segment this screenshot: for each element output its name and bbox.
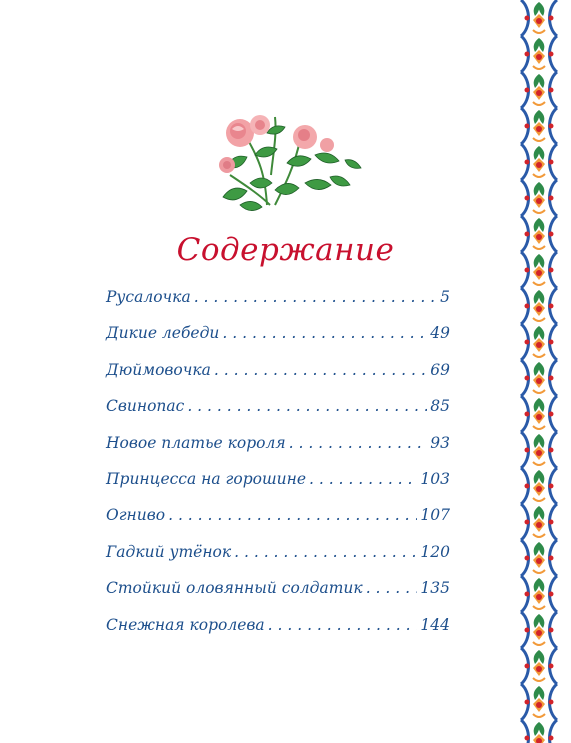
- toc-entry-page: 135: [420, 579, 450, 598]
- roses-illustration: [205, 105, 370, 220]
- toc-leader-dots: [194, 288, 437, 306]
- toc-entry-page: 93: [430, 433, 450, 452]
- toc-leader-dots: [289, 434, 428, 452]
- toc-leader-dots: [187, 397, 427, 415]
- toc-entry-page: 69: [430, 360, 450, 379]
- toc-entry[interactable]: [106, 470, 450, 506]
- toc-entry-title: Огниво: [106, 506, 166, 525]
- toc-entry-title: Дикие лебеди: [106, 324, 220, 343]
- toc-entry-title: Свинопас: [106, 397, 185, 416]
- toc-entry-title: Стойкий оловянный солдатик: [106, 579, 363, 598]
- toc-leader-dots: [234, 543, 417, 561]
- toc-entry[interactable]: [106, 543, 450, 579]
- toc-leader-dots: [309, 470, 417, 488]
- toc-entry-page: 5: [440, 288, 450, 306]
- toc-entry-title: Гадкий утёнок: [106, 542, 232, 561]
- toc-entry-title: Новое платье короля: [106, 433, 286, 452]
- toc-entry-page: 120: [420, 542, 450, 561]
- toc-entry[interactable]: [106, 616, 450, 652]
- toc-entry-page: 49: [430, 324, 450, 343]
- toc-entry-page: 103: [420, 469, 450, 488]
- toc-entry-page: 85: [430, 397, 450, 416]
- toc-entry[interactable]: [106, 324, 450, 360]
- toc-entry-page: 107: [420, 506, 450, 525]
- toc-entry-title: Снежная королева: [106, 615, 265, 634]
- toc-entry[interactable]: [106, 506, 450, 542]
- toc-entry-page: 144: [420, 615, 450, 634]
- toc-entry[interactable]: [106, 361, 450, 397]
- toc-leader-dots: [214, 361, 427, 379]
- toc-entry[interactable]: [106, 288, 450, 324]
- toc-entry-title: Дюймовочка: [106, 360, 211, 379]
- toc-leader-dots: [366, 579, 418, 597]
- toc-leader-dots: [168, 506, 417, 524]
- toc-entry[interactable]: [106, 434, 450, 470]
- ornamental-border: [519, 0, 559, 743]
- contents-title: Содержание: [176, 232, 395, 268]
- toc-entry[interactable]: [106, 579, 450, 615]
- toc-entry-title: Русалочка: [106, 288, 191, 306]
- toc-entry-title: Принцесса на горошине: [106, 469, 306, 488]
- toc-entry[interactable]: [106, 397, 450, 433]
- toc-leader-dots: [222, 324, 427, 342]
- table-of-contents: [106, 288, 450, 652]
- toc-leader-dots: [268, 616, 418, 634]
